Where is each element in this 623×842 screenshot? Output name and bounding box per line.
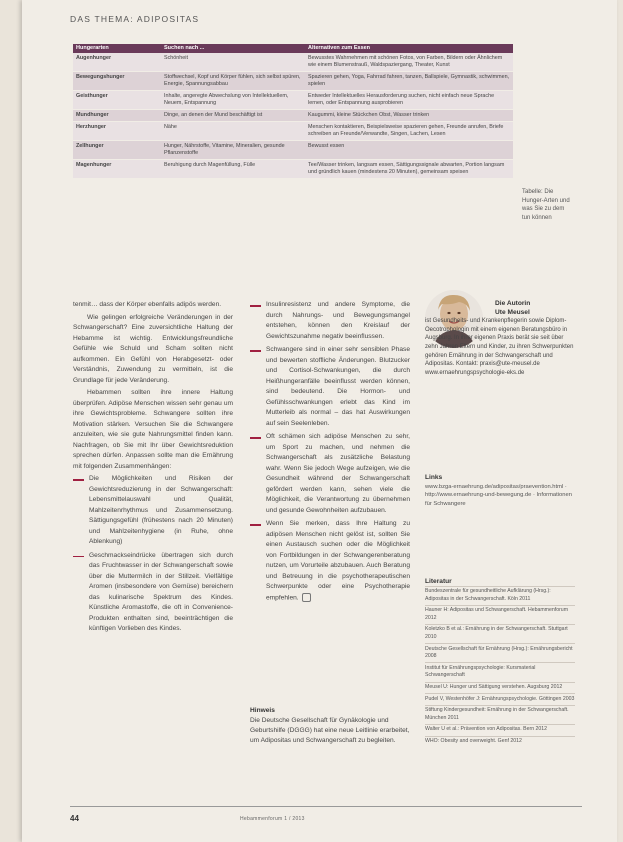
table-row — [73, 160, 513, 179]
paragraph: Hebammen sollten ihre innere Haltung überprüfen. Adipöse Menschen wissen sehr genau um ihre Gewichtsprobleme. Schwangere sollten ihre Motivation stärken. Versuchen Sie die Schwangere anzuleiten, wie sie gute Nahrungsmittel finden kann. Nachfragen, ob Sie mit Ihr über Gewichtsreduktion sprechen dürfen. Anpassen sollte man die Ernährung mit folgenden Zusammenhängen: — [73, 389, 233, 470]
table-header-cell: Hungerarten — [73, 44, 161, 53]
table-cell: Mundhunger — [73, 110, 161, 122]
list-item-text: Insulinresistenz und andere Symptome, die durch Nahrungs- und Bewegungsmangel entstehen, können den Kreislauf der Gewichtszunahme negativ beeinflussen. — [266, 301, 410, 340]
dash-bullet-icon — [73, 556, 84, 558]
table-cell: Zellhunger — [73, 141, 161, 160]
author-heading: Die Autorin — [495, 300, 531, 307]
literature-entry: Pudel V, Westenhöfer J: Ernährungspsychologie. Göttingen 2003 — [425, 693, 575, 705]
list-item-text: Oft schämen sich adipöse Menschen zu sehr, um Sport zu machen, und nehmen die Schwangerschaft als zusätzliche Belastung wahr. Wenn Sie jedoch Wege aufzeigen, wie die Gesundheit während der Schwangerschaft gefördert werden kann, sehen viele die Möglichkeit, die Verantwortung zu übernehmen und gesunde Gewohnheiten aufzubauen. — [266, 433, 410, 514]
table-row — [73, 110, 513, 122]
table-row — [73, 72, 513, 91]
table-row — [73, 53, 513, 72]
table-row — [73, 91, 513, 110]
table-cell: Dinge, an denen der Mund beschäftigt ist — [161, 110, 305, 122]
table-cell: Bewusstes Wahrnehmen mit schönen Fotos, von Farben, Bildern oder Ähnlichem wie einem Blumenstrauß, Waldspaziergang, Theater, Kunst — [305, 53, 513, 72]
table-header-cell: Suchen nach ... — [161, 44, 305, 53]
table-cell: Stoffwechsel, Kopf und Körper fühlen, sich selbst spüren, Energie, Spannungsabbau — [161, 72, 305, 91]
table-caption: Tabelle: Die Hunger-Arten und was Sie zu dem tun können — [522, 189, 570, 221]
section-header: DAS THEMA: ADIPOSITAS — [70, 14, 200, 24]
footer-text: Hebammenforum 1 / 2013 — [240, 816, 305, 822]
table-cell: Nähe — [161, 122, 305, 141]
dash-bullet-icon — [250, 437, 261, 439]
dash-bullet-icon — [73, 479, 84, 481]
literature-entry: Meusel U: Hunger und Sättigung verstehen. Augsburg 2012 — [425, 682, 575, 694]
article-column-left — [73, 300, 233, 638]
links-title: Links — [425, 474, 443, 481]
links-body: www.bzga-ernaehrung.de/adipositas/praevention.html · http://www.ernaehrung-und-bewegung.de · Informationen für Schwangere — [425, 483, 572, 507]
list-item-text: Die Möglichkeiten und Risiken der Gewichtsreduzierung in der Schwangerschaft: Lebensmittelauswahl und Qualität, Mahlzeitenrhythmus und Zusammensetzung. Sättigungsgefühl (frühestens nach 20 Minuten) und Mahlzeitenhygiene (in Ruhe, ohne Ablenkung) — [89, 475, 233, 545]
table-cell: Herzhunger — [73, 122, 161, 141]
literature-entry: Deutsche Gesellschaft für Ernährung (Hrsg.): Ernährungsbericht 2008 — [425, 643, 575, 662]
links-box — [425, 474, 575, 508]
author-name: Ute Meusel — [495, 308, 530, 316]
list-item — [73, 474, 233, 548]
list-item — [250, 432, 410, 516]
table-cell: Schönheit — [161, 53, 305, 72]
table-cell: Inhalte, angeregte Abwechslung von Intellektuellem, Neuem, Entspannung — [161, 91, 305, 110]
note-title: Hinweis — [250, 707, 275, 714]
table-cell: Beruhigung durch Magenfüllung, Fülle — [161, 160, 305, 179]
list-item — [73, 551, 233, 635]
literature-entry: Hauner H: Adipositas und Schwangerschaft. Hebammenforum 2012 — [425, 605, 575, 624]
article-column-middle — [250, 300, 410, 606]
dash-bullet-icon — [250, 524, 261, 526]
table-header-cell: Alternativen zum Essen — [305, 44, 513, 53]
table-cell: Kaugummi, kleine Stückchen Obst, Wasser trinken — [305, 110, 513, 122]
table-cell: Hunger, Nährstoffe, Vitamine, Mineralien, gesunde Pflanzenstoffe — [161, 141, 305, 160]
literature-entry: Bundeszentrale für gesundheitliche Aufklärung (Hrsg.): Adipositas in der Schwangerschaft. Köln 2011 — [425, 586, 575, 605]
table-row — [73, 122, 513, 141]
literature-box — [425, 578, 575, 747]
list-item-text: Geschmackseindrücke übertragen sich durch das Fruchtwasser in der Schwangerschaft sowie über die Muttermilch in der Stillzeit. Vielfältige Aromen (insbesondere von Gemüse) bereichern das kulinarische Spektrum des Kindes. Künstliche Aromastoffe, die oft in Convenience-Produkten enthalten sind, beeinträchtigen die künftigen Vorlieben des Kindes. — [89, 551, 233, 632]
list-item — [250, 300, 410, 342]
literature-entry: Koletzko B et al.: Ernährung in der Schwangerschaft. Stuttgart 2010 — [425, 624, 575, 643]
dash-bullet-icon — [250, 350, 261, 352]
paragraph: tenmit… dass der Körper ebenfalls adipös werden. — [73, 301, 222, 308]
table-cell: Spazieren gehen, Yoga, Fahrrad fahren, tanzen, Ballspiele, Gymnastik, schwimmen, spielen — [305, 72, 513, 91]
table-cell: Magenhunger — [73, 160, 161, 179]
author-box — [425, 300, 575, 377]
literature-title: Literatur — [425, 578, 452, 585]
literature-entry: Institut für Ernährungspsychologie: Kursmaterial Schwangerschaft — [425, 662, 575, 681]
table-row — [73, 141, 513, 160]
literature-entry: Walter U et al.: Prävention von Adipositas. Bern 2012 — [425, 724, 575, 736]
table-cell: Tee/Wasser trinken, langsam essen, Sättigungssignale abwarten, Portion langsam und gründlich kauen (mindestens 20 Minuten), gemeinsam speisen — [305, 160, 513, 179]
list-item — [250, 345, 410, 429]
hunger-types-table — [73, 44, 513, 179]
dash-bullet-icon — [250, 305, 261, 307]
literature-entry: Stiftung Kindergesundheit: Ernährung in der Schwangerschaft. München 2011 — [425, 705, 575, 724]
table-cell: Geisthunger — [73, 91, 161, 110]
list-item — [250, 519, 410, 603]
table-cell: Bewegungshunger — [73, 72, 161, 91]
table-cell: Bewusst essen — [305, 141, 513, 160]
paragraph: Wie gelingen erfolgreiche Veränderungen in der Schwangerschaft? Eine zuversichtliche Haltung der Hebamme ist wichtig. Entwicklungsfreundliche Gefühle wie Schuld und Scham sollten nicht aufkommen. Ein Gefühl von Herabgesetzt- oder Verständnis, Zuwendung zu vermitteln, ist die Grundlage für jede Veränderung. — [73, 313, 233, 384]
table-cell: Entweder Intellektuelles Herausforderung suchen, nicht einfach neue Sprache lernen, oder Entspannung ausprobieren — [305, 91, 513, 110]
literature-entry: WHO: Obesity and overweight. Genf 2012 — [425, 736, 575, 748]
article-end-icon — [302, 593, 311, 602]
author-bio: ist Gesundheits- und Krankenpflegerin sowie Diplom-Oecotrophologin mit einem eigenen Beratungsbüro in Augsburg. In ihrer eigenen Praxis berät sie seit über zehn Jahren Eltern und Kinder, zu ihren Schwerpunkten gehören Ernährung in der Schwangerschaft und Adipositas. Kontakt: praxis@ute-meusel.de www.ernaehrungspsychologie-eks.de — [425, 318, 574, 376]
table-cell: Menschen kontaktieren, Beispielsweise spazieren gehen, Freunde anrufen, Briefe schreiben an Freunde/Verwandte, Singen, Lachen, Lesen — [305, 122, 513, 141]
table-header-row — [73, 44, 513, 53]
table-cell: Augenhunger — [73, 53, 161, 72]
list-item-text: Wenn Sie merken, dass Ihre Haltung zu adipösen Menschen nicht gelöst ist, sollten Sie einen Austausch suchen oder die Möglichkeit von Fortbildungen in der Schwangerenberatung nutzen, um Vorurteile abzubauen. Auch Beratung und Betreuung in die psychotherapeutischen Schwerpunkte oder eine Psychotherapie empfehlen. — [266, 520, 410, 601]
note-box — [250, 706, 410, 746]
list-item-text: Schwangere sind in einer sehr sensiblen Phase und bewerten stoffliche Änderungen. Blutzucker und Cortisol-Schwankungen, die durch Heißhungeranfälle beeinflusst werden können, sind bedeutend. Die Hormon- und Gefühlsschwankungen erlebt das Kind im Mutterleib als normal – das hat Auswirkungen auf sein Seelenleben. — [266, 346, 410, 427]
footer-divider — [70, 806, 582, 807]
note-body: Die Deutsche Gesellschaft für Gynäkologie und Geburtshilfe (DGGG) hat eine neue Leitlinie erarbeitet, um Adipositas und Schwangerschaft zu begleiten. — [250, 717, 410, 744]
page-number: 44 — [70, 814, 79, 823]
